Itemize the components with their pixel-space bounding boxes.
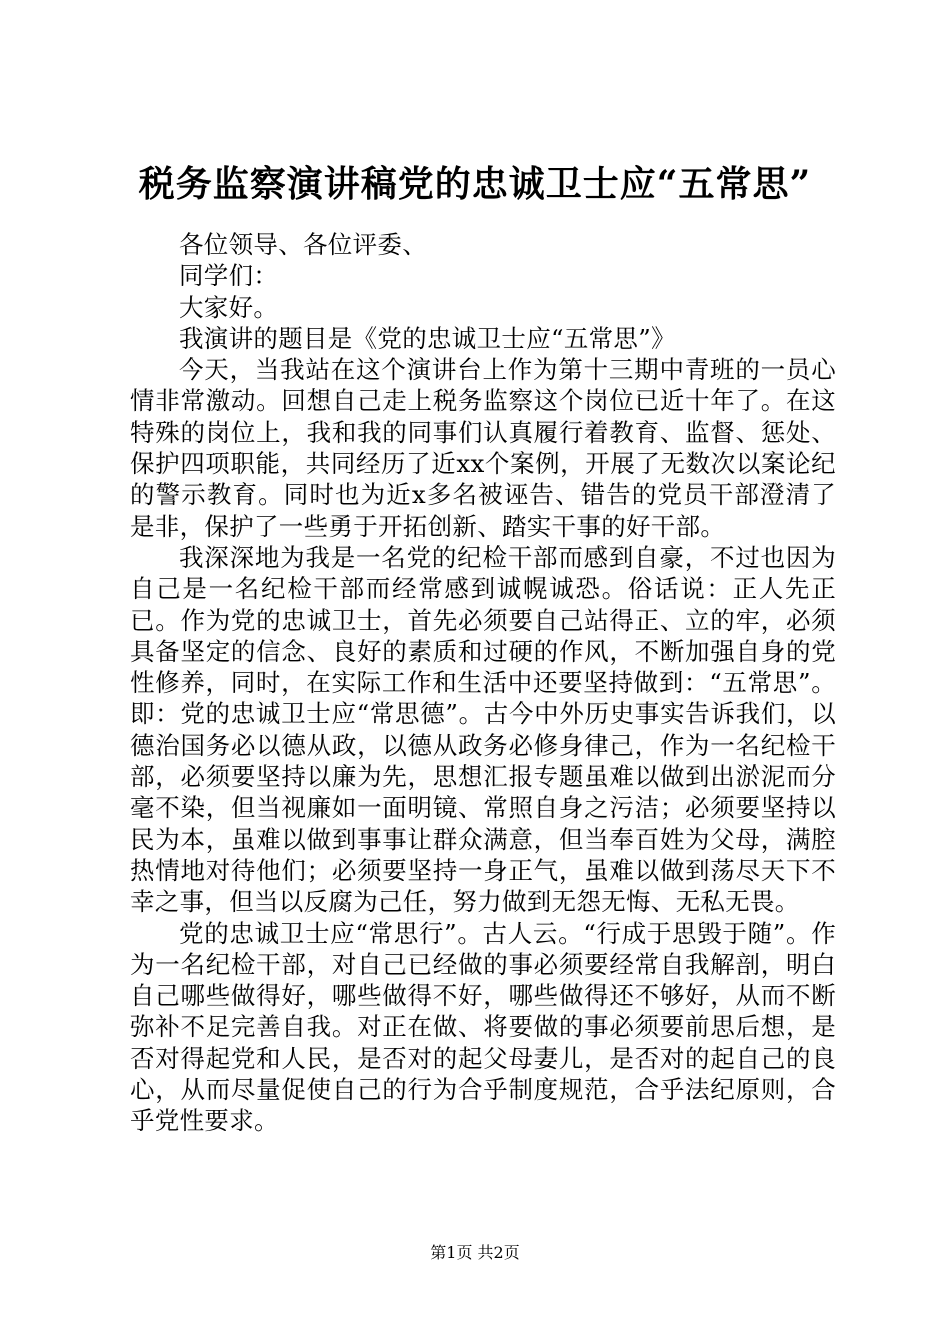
- paragraph-chang-si-xing: 党的忠诚卫士应“常思行”。古人云。“行成于思毁于随”。作为一名纪检干部，对自己已经做的事必须要经常自我解剖，明白自己哪些做得好，哪些做得不好，哪些做得还不够好，从而不断弥补不足完善自我。对正在做、将要做的事必须要前思后想，是否对得起党和人民，是否对的起父母妻儿，是否对的起自己的良心，从而尽量促使自己的行为合乎制度规范，合乎法纪原则，合乎党性要求。: [130, 918, 836, 1136]
- document-body: [130, 229, 836, 1137]
- paragraph-greeting-1: 各位领导、各位评委、: [179, 230, 427, 259]
- document-title: 税务监察演讲稿党的忠诚卫士应“五常思”: [138, 163, 812, 205]
- paragraph-greeting-2: 同学们：: [179, 261, 279, 291]
- paragraph-intro: 今天，当我站在这个演讲台上作为第十三期中青班的一员心情非常激动。回想自己走上税务监察这个岗位已近十年了。在这特殊的岗位上，我和我的同事们认真履行着教育、监督、惩处、保护四项职能，共同经历了近xx个案例，开展了无数次以案论纪的警示教育。同时也为近x多名被诬告、错告的党员干部澄清了是非，保护了一些勇于开拓创新、踏实干事的好干部。: [130, 355, 836, 541]
- paragraph-greeting-3: 大家好。: [179, 292, 279, 322]
- page-footer: 第1页 共2页: [430, 1243, 520, 1262]
- paragraph-topic: 我演讲的题目是《党的忠诚卫士应“五常思”》: [179, 323, 676, 353]
- paragraph-chang-si-de: 我深深地为我是一名党的纪检干部而感到自豪，不过也因为自己是一名纪检干部而经常感到诚幌诚恐。俗话说：正人先正已。作为党的忠诚卫士，首先必须要自己站得正、立的牢，必须具备坚定的信念、良好的素质和过硬的作风，不断加强自身的党性修养，同时，在实际工作和生活中还要坚持做到：“五常思”。即：党的忠诚卫士应“常思德”。古今中外历史事实告诉我们，以德治国务必以德从政，以德从政务必修身律己，作为一名纪检干部，必须要坚持以廉为先，思想汇报专题虽难以做到出淤泥而分毫不染，但当视廉如一面明镜、常照自身之污洁；必须要坚持以民为本，虽难以做到事事让群众满意，但当奉百姓为父母，满腔热情地对待他们；必须要坚持一身正气，虽难以做到荡尽天下不幸之事，但当以反腐为己任，努力做到无怨无悔、无私无畏。: [130, 542, 836, 917]
